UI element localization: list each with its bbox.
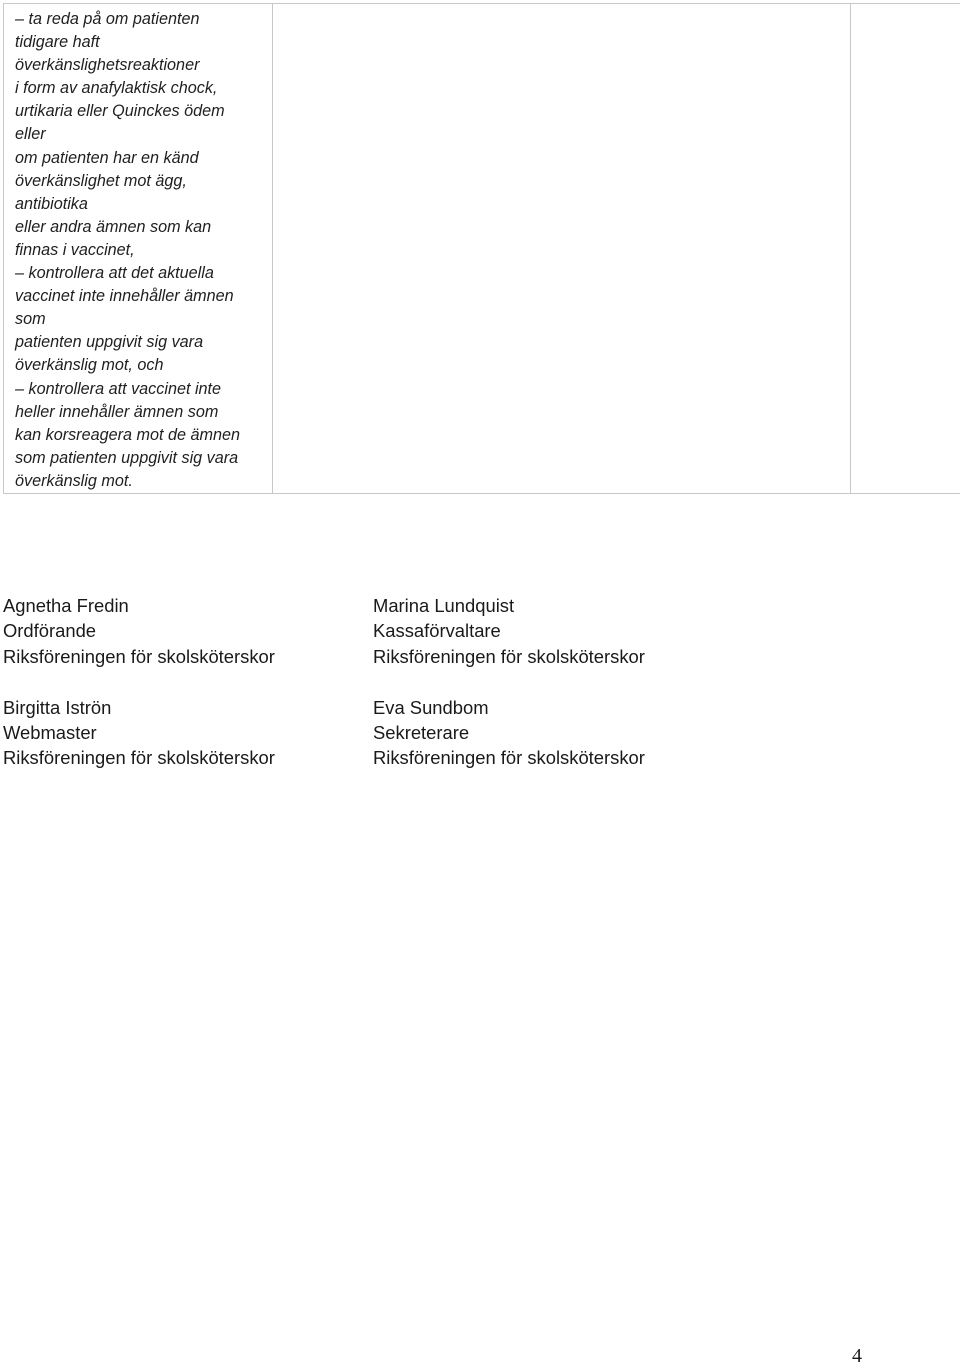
instruction-text: [4, 4, 272, 493]
instruction-line: eller: [15, 123, 264, 146]
signature-block: [3, 593, 363, 669]
content-table: [3, 3, 960, 494]
instruction-line: som: [15, 308, 264, 331]
signature-block: [3, 695, 363, 771]
instruction-line: – kontrollera att vaccinet inte: [15, 378, 264, 401]
signer-role: Sekreterare: [373, 720, 733, 745]
instruction-line: – kontrollera att det aktuella: [15, 262, 264, 285]
instruction-line: vaccinet inte innehåller ämnen: [15, 285, 264, 308]
signer-role: Kassaförvaltare: [373, 618, 733, 643]
instruction-line: – ta reda på om patienten: [15, 8, 264, 31]
signer-organization: Riksföreningen för skolsköterskor: [3, 745, 363, 770]
instruction-line: överkänslighet mot ägg,: [15, 170, 264, 193]
instruction-line: överkänslig mot, och: [15, 354, 264, 377]
instruction-line: tidigare haft: [15, 31, 264, 54]
signer-name: Eva Sundbom: [373, 695, 733, 720]
signer-name: Agnetha Fredin: [3, 593, 363, 618]
instruction-line: kan korsreagera mot de ämnen: [15, 424, 264, 447]
empty-cell: [273, 4, 851, 494]
signer-organization: Riksföreningen för skolsköterskor: [3, 644, 363, 669]
instruction-line: urtikaria eller Quinckes ödem: [15, 100, 264, 123]
instruction-line: överkänslig mot.: [15, 470, 264, 493]
signer-name: Birgitta Iströn: [3, 695, 363, 720]
table-row: [4, 4, 960, 494]
signature-block: [373, 593, 733, 669]
signer-role: Ordförande: [3, 618, 363, 643]
instruction-line: antibiotika: [15, 193, 264, 216]
instruction-line: överkänslighetsreaktioner: [15, 54, 264, 77]
instruction-line: heller innehåller ämnen som: [15, 401, 264, 424]
instruction-line: i form av anafylaktisk chock,: [15, 77, 264, 100]
signer-name: Marina Lundquist: [373, 593, 733, 618]
page-number: 4: [852, 1344, 862, 1368]
instruction-line: om patienten har en känd: [15, 147, 264, 170]
signer-organization: Riksföreningen för skolsköterskor: [373, 745, 733, 770]
signer-organization: Riksföreningen för skolsköterskor: [373, 644, 733, 669]
instruction-line: finnas i vaccinet,: [15, 239, 264, 262]
instruction-cell: [4, 4, 273, 494]
signer-role: Webmaster: [3, 720, 363, 745]
signature-block: [373, 695, 733, 771]
signatures-right-column: [373, 593, 733, 796]
empty-cell: [851, 4, 960, 494]
instruction-line: patienten uppgivit sig vara: [15, 331, 264, 354]
signatures-left-column: [3, 593, 363, 796]
instruction-line: eller andra ämnen som kan: [15, 216, 264, 239]
instruction-line: som patienten uppgivit sig vara: [15, 447, 264, 470]
